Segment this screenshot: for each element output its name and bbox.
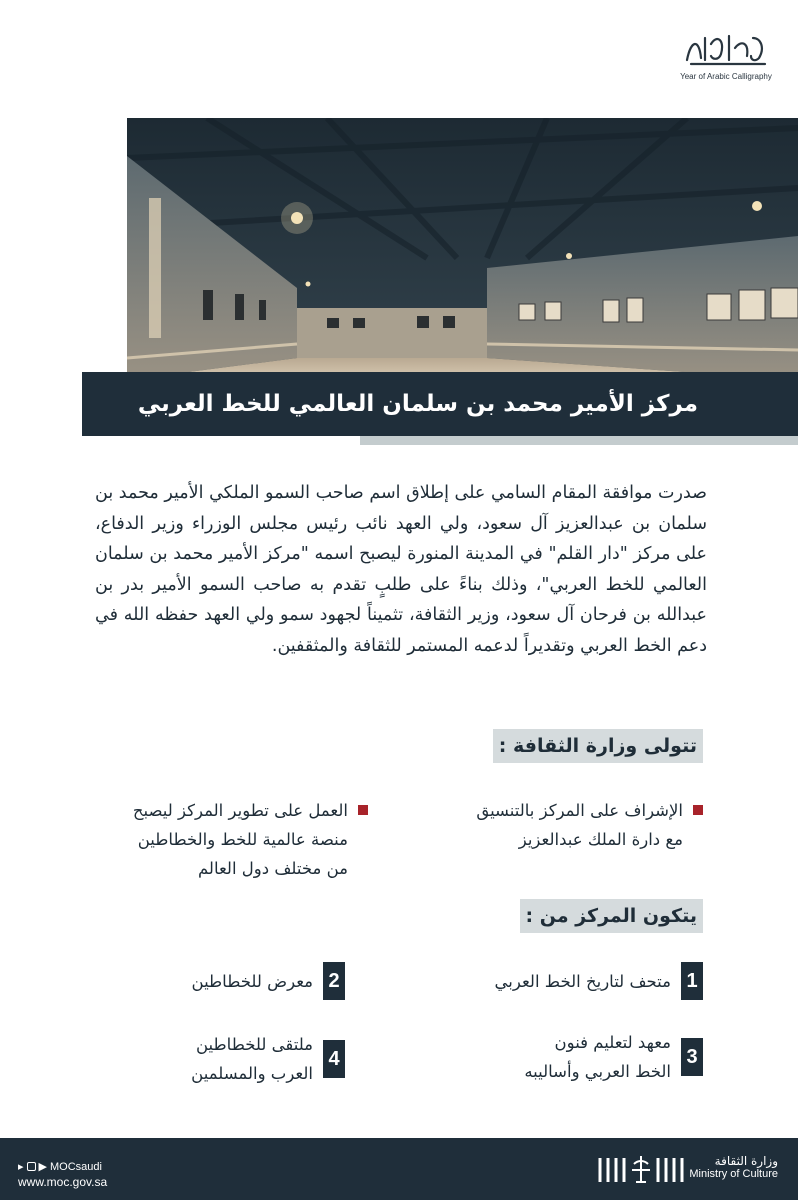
bullet-square-icon (358, 805, 368, 815)
footer-bar (0, 1138, 798, 1200)
component-item (524, 1028, 703, 1086)
page-title: مركز الأمير محمد بن سلمان العالمي للخط العربي (137, 391, 698, 417)
website-link[interactable]: www.moc.gov.sa (18, 1175, 108, 1189)
social-handle-text: MOCsaudi (50, 1160, 102, 1173)
ministry-name (689, 1154, 778, 1180)
twitter-icon: ▸ (18, 1161, 24, 1173)
section-heading-ministry-role (493, 729, 703, 763)
item-number-badge: 1 (681, 962, 703, 1000)
item-number-badge: 3 (681, 1038, 703, 1076)
year-of-calligraphy-logo (676, 30, 776, 90)
bullet-text: الإشراف على المركز بالتنسيق مع دارة الملك عبدالعزيز (476, 801, 683, 849)
item-number-badge: 4 (323, 1040, 345, 1078)
bullet-item (443, 796, 703, 854)
section-heading-label: يتكون المركز من : (525, 905, 697, 927)
intro-paragraph: صدرت موافقة المقام السامي على إطلاق اسم صاحب السمو الملكي الأمير محمد بن سلمان بن عبدالعزيز آل سعود، ولي العهد نائب رئيس مجلس الوزراء وزير الدفاع، على مركز "دار القلم" في المدينة المنورة ليصبح اسمه "مركز الأمير محمد بن سلمان العالمي للخط العربي"، وذلك بناءً على طلبٍ تقدم به صاحب السمو الأمير بدر بن عبدالله بن فرحان آل سعود، وزير الثقافة، تثميناً لجهود سمو ولي العهد حفظه الله في دعم الخط العربي وتقديراً لدعمه المستمر للثقافة والمثقفين. (95, 483, 707, 656)
bullet-item (108, 796, 368, 883)
ministry-name-english: Ministry of Culture (689, 1168, 778, 1180)
ministry-of-culture-logo-icon (596, 1152, 686, 1186)
item-label: معهد لتعليم فنون الخط العربي وأساليبه (524, 1033, 671, 1081)
instagram-icon (27, 1162, 36, 1171)
logo-caption: Year of Arabic Calligraphy (680, 72, 772, 81)
exhibition-hall-photo (127, 118, 798, 380)
title-banner (82, 372, 798, 436)
youtube-icon: ▶ (38, 1161, 47, 1173)
section-heading-label: تتولى وزارة الثقافة : (498, 735, 697, 757)
item-label: ملتقى للخطاطين العرب والمسلمين (191, 1035, 313, 1083)
component-item (191, 1030, 345, 1088)
social-handle[interactable] (18, 1160, 102, 1173)
item-number-badge: 2 (323, 962, 345, 1000)
component-item (192, 962, 345, 1000)
bullet-square-icon (693, 805, 703, 815)
item-label: معرض للخطاطين (191, 971, 313, 991)
bullet-text: العمل على تطوير المركز ليصبح منصة عالمية للخط والخطاطين من مختلف دول العالم (132, 801, 348, 878)
ministry-name-arabic: وزارة الثقافة (714, 1154, 778, 1168)
calligraphy-logo-icon (681, 30, 771, 70)
item-label: متحف لتاريخ الخط العربي (494, 971, 671, 991)
component-item (495, 962, 703, 1000)
section-heading-center-components (520, 899, 703, 933)
